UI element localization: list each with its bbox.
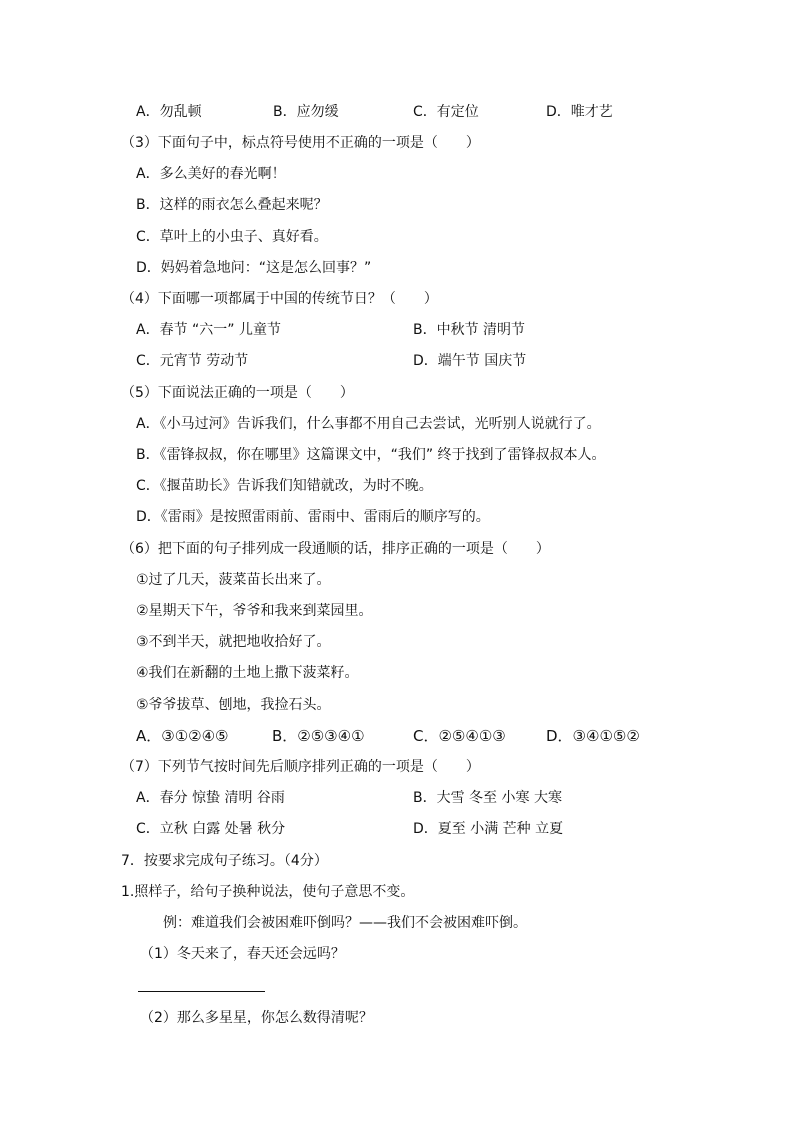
section-7-item-1: （1）冬天来了，春天还会远吗？	[140, 946, 345, 962]
q5-option-a: A．《小马过河》告诉我们，什么事都不用自己去尝试，光听别人说就行了。	[136, 416, 601, 432]
q5-option-d: D．《雷雨》是按照雷雨前、雷雨中、雷雨后的顺序写的。	[136, 509, 490, 525]
q5-stem: （5）下面说法正确的一项是（ ）	[121, 385, 354, 401]
q6-sentence-4: ④我们在新翻的土地上撒下菠菜籽。	[136, 665, 359, 681]
section-7-item-2: （2）那么多星星，你怎么数得清呢？	[140, 1010, 373, 1026]
q4-option-c: C．元宵节 劳动节	[136, 353, 249, 369]
q3-option-d: D．妈妈着急地问：“这是怎么回事？”	[136, 260, 372, 276]
q6-option-c: C．②⑤④①③	[413, 727, 506, 745]
q3-option-c: C．草叶上的小虫子、真好看。	[136, 229, 328, 245]
q7-option-a: A．春分 惊蛰 清明 谷雨	[136, 790, 285, 806]
q4-option-a: A．春节 “六一” 儿童节	[136, 322, 281, 338]
q6-option-a: A．③①②④⑤	[136, 727, 229, 745]
q2-option-a: A．勿乱顿	[136, 104, 202, 120]
q4-stem: （4）下面哪一项都属于中国的传统节日？（ ）	[121, 291, 438, 307]
section-7-example: 例：难道我们会被困难吓倒吗？——我们不会被困难吓倒。	[163, 915, 527, 931]
answer-line-1[interactable]	[138, 991, 265, 992]
q6-option-b: B．②⑤③④①	[272, 727, 365, 745]
q2-option-c: C．有定位	[413, 104, 479, 120]
q6-stem: （6）把下面的句子排列成一段通顺的话，排序正确的一项是（ ）	[121, 541, 550, 557]
q7-option-d: D．夏至 小满 芒种 立夏	[413, 821, 564, 837]
q6-sentence-5: ⑤爷爷拔草、刨地，我捡石头。	[136, 697, 331, 713]
q6-sentence-2: ②星期天下午，爷爷和我来到菜园里。	[136, 603, 373, 619]
q6-sentence-3: ③不到半天，就把地收拾好了。	[136, 634, 331, 650]
q6-option-d: D．③④①⑤②	[546, 727, 640, 745]
q2-option-b: B．应勿缓	[273, 104, 339, 120]
q3-option-b: B．这样的雨衣怎么叠起来呢？	[136, 197, 328, 213]
section-7-instruction: 1.照样子，给句子换种说法，使句子意思不变。	[121, 884, 415, 900]
q6-sentence-1: ①过了几天，菠菜苗长出来了。	[136, 572, 331, 588]
q2-option-d: D．唯才艺	[546, 104, 613, 120]
q7-stem: （7）下列节气按时间先后顺序排列正确的一项是（ ）	[121, 759, 480, 775]
q7-option-b: B．大雪 冬至 小寒 大寒	[413, 790, 562, 806]
q5-option-b: B．《雷锋叔叔，你在哪里》这篇课文中，“我们” 终于找到了雷锋叔叔本人。	[136, 447, 606, 463]
q4-option-d: D．端午节 国庆节	[413, 353, 527, 369]
q7-option-c: C．立秋 白露 处暑 秋分	[136, 821, 286, 837]
q3-option-a: A．多么美好的春光啊！	[136, 166, 286, 182]
q3-stem: （3）下面句子中，标点符号使用不正确的一项是（ ）	[121, 135, 480, 151]
section-7-title: 7．按要求完成句子练习。（4分）	[121, 853, 328, 869]
q4-option-b: B．中秋节 清明节	[413, 322, 526, 338]
q5-option-c: C．《揠苗助长》告诉我们知错就改，为时不晚。	[136, 478, 433, 494]
